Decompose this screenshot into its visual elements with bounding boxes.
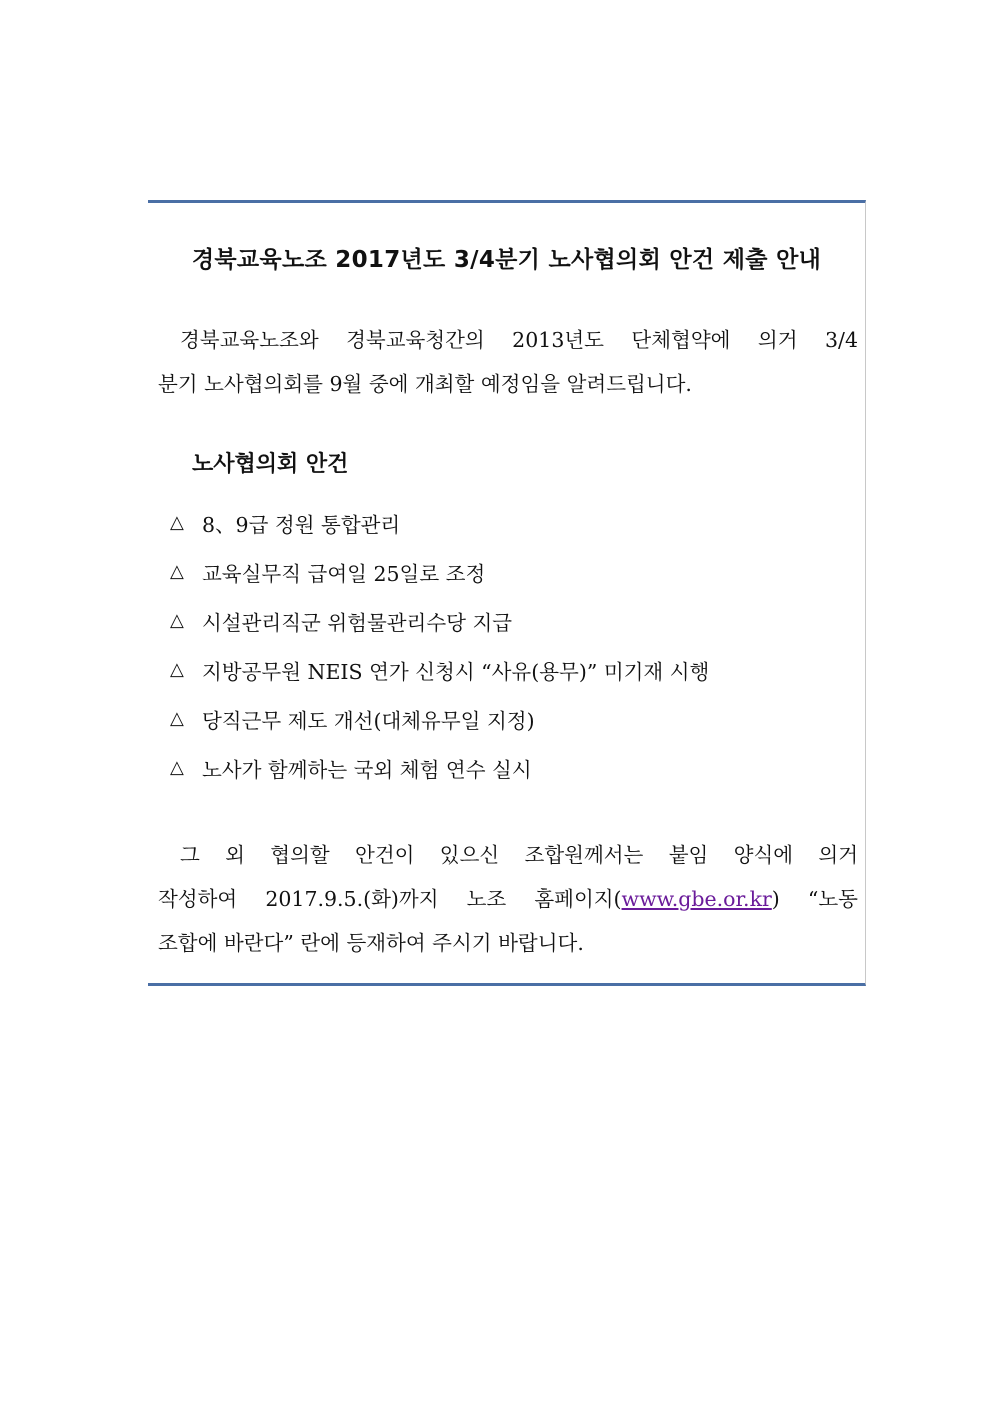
agenda-item-text: 노사가 함께하는 국외 체험 연수 실시 (202, 757, 532, 782)
homepage-link[interactable]: www.gbe.or.kr (621, 887, 772, 911)
intro-line-2: 분기 노사협의회를 9월 중에 개최할 예정임을 알려드립니다. (158, 372, 692, 396)
agenda-item (170, 645, 709, 694)
triangle-icon: △ (170, 512, 184, 533)
closing-line-2 (158, 877, 858, 921)
agenda-item-text: 시설관리직군 위험물관리수당 지급 (202, 610, 513, 635)
triangle-icon: △ (170, 757, 184, 778)
intro-paragraph (158, 318, 858, 406)
triangle-icon: △ (170, 708, 184, 729)
agenda-item (170, 498, 709, 547)
triangle-icon: △ (170, 610, 184, 631)
agenda-item (170, 743, 709, 792)
triangle-icon: △ (170, 659, 184, 680)
agenda-item-text: 교육실무직 급여일 25일로 조정 (202, 561, 486, 586)
triangle-icon: △ (170, 561, 184, 582)
agenda-list (170, 498, 709, 792)
intro-line-1: 경북교육노조와 경북교육청간의 2013년도 단체협약에 의거 3/4 (180, 328, 858, 352)
agenda-item-text: 당직근무 제도 개선(대체유무일 지정) (202, 708, 535, 733)
closing-line-2-end: ) “노동 (771, 887, 858, 911)
agenda-item (170, 694, 709, 743)
agenda-heading: 노사협의회 안건 (192, 452, 349, 477)
agenda-item-text: 지방공무원 NEIS 연가 신청시 “사유(용무)” 미기재 시행 (202, 659, 710, 684)
agenda-item-text: 8、9급 정원 통합관리 (202, 512, 401, 537)
agenda-item (170, 596, 709, 645)
agenda-item (170, 547, 709, 596)
closing-line-2-start: 작성하여 2017.9.5.(화)까지 노조 홈페이지( (158, 887, 622, 911)
notice-box (148, 200, 866, 986)
document-title: 경북교육노조 2017년도 3/4분기 노사협의회 안건 제출 안내 (191, 247, 822, 273)
closing-line-3: 조합에 바란다” 란에 등재하여 주시기 바랍니다. (158, 931, 584, 955)
closing-paragraph (158, 833, 858, 965)
closing-line-1: 그 외 협의할 안건이 있으신 조합원께서는 붙임 양식에 의거 (180, 843, 858, 867)
